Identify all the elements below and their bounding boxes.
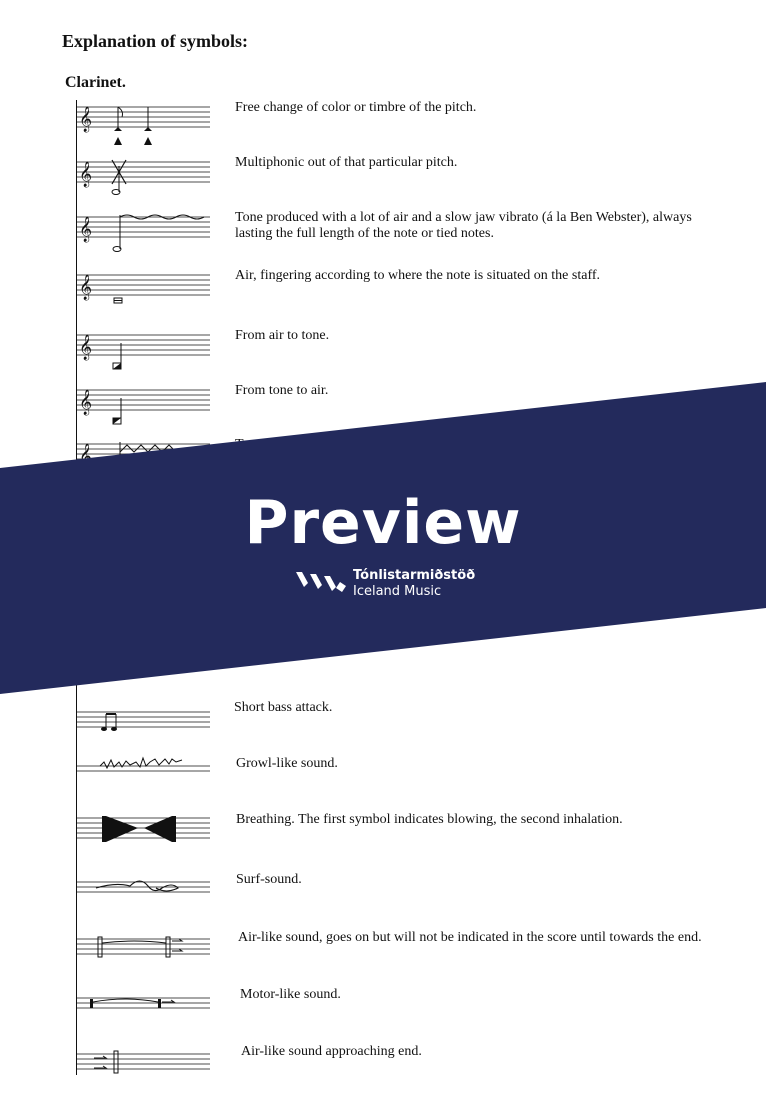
staff-symbol	[76, 386, 210, 430]
symbol-description: Tone produced with a lot of air and a slow jaw vibrato (á la Ben Webster), always lasting the full length of the note or tied notes.	[235, 210, 692, 241]
symbol-row-timbre-change	[0, 100, 766, 156]
svg-text:𝄞: 𝄞	[79, 162, 93, 187]
motor-notation	[76, 990, 210, 1040]
page-heading: Explanation of symbols:	[62, 31, 249, 51]
growl-notation	[76, 752, 210, 802]
staff-symbol	[76, 814, 210, 858]
symbol-row-growl	[0, 756, 766, 812]
iceland-music-logo-icon	[296, 572, 348, 594]
air-to-tone-notation	[76, 331, 210, 381]
svg-text:𝄞: 𝄞	[79, 390, 93, 415]
svg-text:𝄞: 𝄞	[79, 275, 93, 300]
short-bass-attack-notation	[76, 704, 210, 754]
staff-symbol	[76, 752, 210, 796]
symbol-row-air-approaching-end	[0, 1044, 766, 1100]
tone-to-air-notation	[76, 386, 210, 436]
symbol-description: Breathing. The first symbol indicates blowing, the second inhalation.	[236, 812, 623, 827]
symbol-description: Air, fingering according to where the note is situated on the staff.	[235, 268, 601, 283]
symbol-description: Air-like sound approaching end.	[241, 1044, 422, 1059]
staff-symbol	[76, 213, 210, 257]
air-approaching-end-notation	[76, 1048, 210, 1082]
symbol-description: Surf-sound.	[236, 872, 302, 887]
air-fingering-notation	[76, 271, 210, 321]
symbol-row-breathing	[0, 812, 766, 868]
air-continuing-notation	[76, 933, 210, 983]
symbol-description: Growl-like sound.	[236, 756, 338, 771]
breathing-notation	[76, 814, 210, 864]
symbol-row-multiphonic	[0, 155, 766, 211]
svg-text:𝄞: 𝄞	[79, 335, 93, 360]
staff-symbol	[76, 933, 210, 977]
symbol-row-motor	[0, 987, 766, 1043]
timbre-change-notation	[76, 103, 210, 153]
symbol-description: From air to tone.	[235, 328, 330, 343]
symbol-description: From tone to air.	[235, 383, 329, 398]
symbol-description: Free change of color or timbre of the pitch.	[235, 100, 477, 115]
staff-symbol	[76, 1048, 210, 1092]
symbol-description: Short bass attack.	[234, 700, 333, 715]
symbol-row-short-bass-attack	[0, 700, 766, 756]
section-title: Clarinet.	[65, 74, 126, 91]
symbol-description: Air-like sound, goes on but will not be indicated in the score until towards the end.	[238, 930, 702, 945]
brand-name-icelandic: Tónlistarmiðstöð	[353, 568, 476, 583]
symbol-description: Motor-like sound.	[240, 987, 341, 1002]
multiphonic-notation	[76, 158, 210, 208]
staff-symbol	[76, 990, 210, 1034]
symbol-row-air-fingering	[0, 268, 766, 324]
svg-text:𝄞: 𝄞	[79, 107, 93, 132]
jaw-vibrato-notation	[76, 213, 210, 263]
symbol-row-air-continuing	[0, 930, 766, 986]
staff-symbol	[76, 271, 210, 315]
staff-symbol	[76, 331, 210, 375]
staff-symbol	[76, 704, 210, 748]
staff-symbol	[76, 158, 210, 202]
preview-label: Preview	[244, 488, 522, 558]
surf-notation	[76, 874, 210, 924]
symbol-description: Multiphonic out of that particular pitch.	[235, 155, 458, 170]
staff-symbol	[76, 103, 210, 147]
symbol-row-air-jaw-vibrato	[0, 210, 766, 266]
symbol-row-surf	[0, 872, 766, 928]
brand-name-english: Iceland Music	[353, 584, 442, 599]
symbol-row-air-to-tone	[0, 328, 766, 384]
svg-text:𝄞: 𝄞	[79, 217, 93, 242]
staff-symbol	[76, 874, 210, 918]
svg-text:𝄞: 𝄞	[79, 444, 93, 469]
